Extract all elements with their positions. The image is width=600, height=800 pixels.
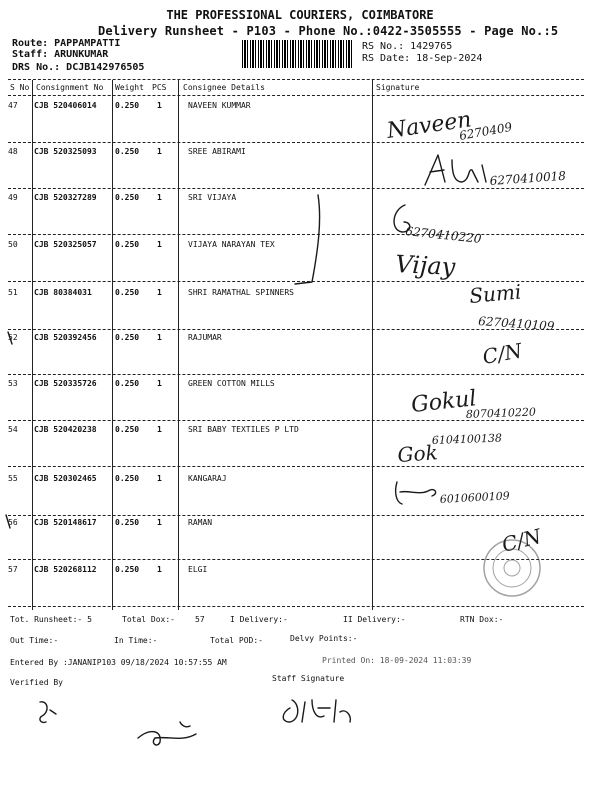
row-consignee: SHRI RAMATHAL SPINNERS [188,288,294,297]
handwritten-name-47: Naveen [385,107,474,144]
col-header-consignment: Consignment No [36,83,104,92]
handwritten-name-54: Gok [396,440,439,467]
delvy-points: Delvy Points:- [290,634,358,643]
printed-on: Printed On: 18-09-2024 11:03:39 [322,656,472,665]
entered-by: Entered By :JANANIP103 09/18/2024 10:57:55 AM [10,658,227,667]
handwritten-number-54: 6104100138 [431,431,503,447]
row-consignment-no: CJB 520392456 [34,333,97,342]
row-pcs: 1 [157,101,162,110]
handwritten-name-51b: Sumi [468,279,523,308]
row-consignment-no: CJB 520420238 [34,425,97,434]
signature-55 [396,482,436,504]
row-weight: 0.250 [115,147,140,156]
row-pcs: 1 [157,288,162,297]
total-dox-label: Total Dox:- [122,615,175,624]
row-weight: 0.250 [115,518,140,527]
row-consignment-no: CJB 520302465 [34,474,97,483]
ii-delivery: II Delivery:- [343,615,406,624]
handwritten-name-53: Gokul [410,386,478,418]
row-pcs: 1 [157,565,162,574]
row-pcs: 1 [157,240,162,249]
col-header-weight: Weight [115,83,144,92]
handwritten-name-51: Vijay [394,250,456,282]
row-pcs: 1 [157,518,162,527]
row-consignment-no: CJB 520406014 [34,101,97,110]
signature-48 [425,155,486,185]
rs-number: RS No.: 1429765 [362,41,453,52]
handwritten-number-53: 8070410220 [465,405,537,421]
row-consignee: SRI BABY TEXTILES P LTD [188,425,299,434]
row-sno: 56 [8,518,18,527]
row-consignment-no: CJB 520148617 [34,518,97,527]
row-sno: 55 [8,474,18,483]
in-time: In Time:- [114,636,158,645]
row-sno: 57 [8,565,18,574]
row-pcs: 1 [157,147,162,156]
row-pcs: 1 [157,333,162,342]
row-sno: 50 [8,240,18,249]
handwritten-number-48: 6270410018 [489,168,567,188]
row-consignment-no: CJB 520325093 [34,147,97,156]
drs-number: DRS No.: DCJB142976505 [12,62,145,73]
margin-mark [8,332,12,344]
handwritten-number-47: 6270409 [458,119,514,143]
staff-label: Staff: ARUNKUMAR [12,49,109,60]
row-consignment-no: CJB 520268112 [34,565,97,574]
table-bottom-rule [8,606,584,607]
row-pcs: 1 [157,425,162,434]
verified-by-label: Verified By [10,678,63,687]
runsheet-subtitle: Delivery Runsheet - P103 - Phone No.:0422-3505555 - Page No.:5 [98,24,559,38]
row-consignment-no: CJB 80384031 [34,288,92,297]
row-consignee: SRI VIJAYA [188,193,237,202]
row-weight: 0.250 [115,240,140,249]
row-sno: 52 [8,333,18,342]
route-label: Route: PAPPAMPATTI [12,38,121,49]
handwritten-cn-52: C/N [480,338,524,369]
col-header-signature: Signature [376,83,420,92]
row-weight: 0.250 [115,379,140,388]
col-header-sno: S No [10,83,30,92]
row-consignee: GREEN COTTON MILLS [188,379,275,388]
col-header-consignee: Consignee Details [183,83,265,92]
verified-by-signature-2 [138,722,196,745]
row-weight: 0.250 [115,101,140,110]
row-consignee: SREE ABIRAMI [188,147,246,156]
row-sno: 47 [8,101,18,110]
row-sno: 48 [8,147,18,156]
row-weight: 0.250 [115,193,140,202]
row-consignee: RAMAN [188,518,213,527]
row-consignee: VIJAYA NARAYAN TEX [188,240,275,249]
row-sno: 53 [8,379,18,388]
rtn-dox: RTN Dox:- [460,615,504,624]
margin-mark [6,515,10,528]
row-weight: 0.250 [115,565,140,574]
verified-by-signature [40,702,56,723]
out-time: Out Time:- [10,636,59,645]
handwritten-number-55: 6010600109 [439,489,511,506]
row-weight: 0.250 [115,288,140,297]
row-consignee: RAJUMAR [188,333,222,342]
row-consignee: ELGI [188,565,208,574]
row-pcs: 1 [157,474,162,483]
row-consignee: NAVEEN KUMMAR [188,101,251,110]
row-sno: 49 [8,193,18,202]
row-sno: 54 [8,425,18,434]
total-pod: Total POD:- [210,636,263,645]
row-consignment-no: CJB 520327289 [34,193,97,202]
handwritten-number-51: 6270410109 [477,314,555,334]
i-delivery: I Delivery:- [230,615,288,624]
col-header-pcs: PCS [152,83,167,92]
staff-signature-mark [283,700,350,722]
staff-signature-label: Staff Signature [272,674,345,683]
row-weight: 0.250 [115,425,140,434]
row-consignment-no: CJB 520325057 [34,240,97,249]
row-pcs: 1 [157,193,162,202]
row-pcs: 1 [157,379,162,388]
rs-date: RS Date: 18-Sep-2024 [362,53,483,64]
company-title: THE PROFESSIONAL COURIERS, COIMBATORE [166,8,434,22]
row-sno: 51 [8,288,18,297]
row-consignment-no: CJB 520335726 [34,379,97,388]
row-consignee: KANGARAJ [188,474,227,483]
row-weight: 0.250 [115,474,140,483]
row-weight: 0.250 [115,333,140,342]
handwritten-cn-56: C/N [499,523,544,557]
handwritten-number-50: 6270410220 [404,224,483,246]
total-dox-value: 57 [195,615,205,624]
pen-stroke [295,195,320,284]
tot-runsheet: Tot. Runsheet:- 5 [10,615,92,624]
